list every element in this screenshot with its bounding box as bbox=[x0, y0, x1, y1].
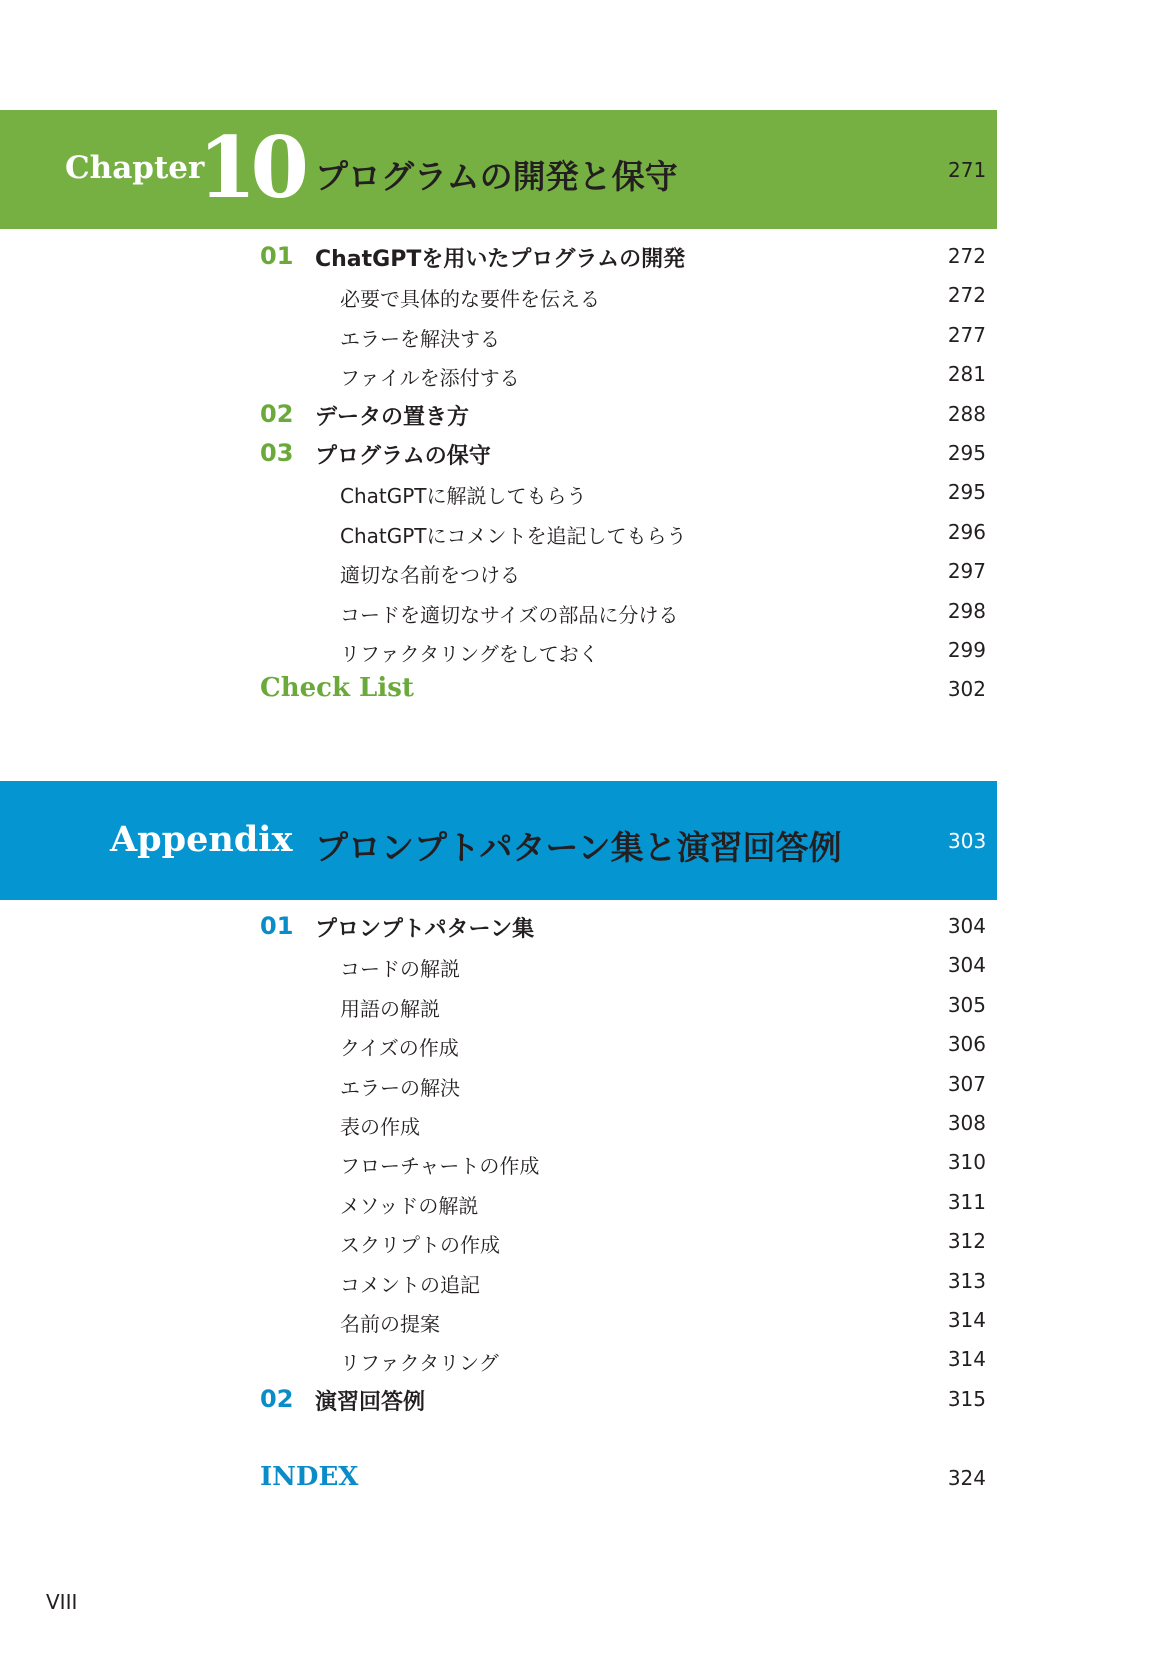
chapter-toc bbox=[0, 236, 990, 709]
toc-entry-section[interactable] bbox=[0, 433, 990, 472]
toc-entry-sub[interactable] bbox=[0, 315, 990, 354]
page-number: 272 bbox=[947, 244, 986, 268]
toc-entry-sub[interactable] bbox=[0, 472, 990, 511]
toc-entry-sub[interactable] bbox=[0, 512, 990, 551]
chapter-label: Chapter bbox=[65, 150, 205, 186]
toc-entry-sub[interactable] bbox=[0, 1182, 990, 1221]
toc-entry-sub[interactable] bbox=[0, 985, 990, 1024]
appendix-page: 303 bbox=[948, 829, 987, 853]
page-number: 277 bbox=[947, 322, 986, 347]
page-number: 306 bbox=[947, 1032, 986, 1057]
appendix-label: Appendix bbox=[110, 819, 293, 860]
appendix-toc bbox=[0, 906, 990, 1418]
subsection-title: ChatGPTに解説してもらう bbox=[340, 484, 587, 509]
toc-entry-sub[interactable] bbox=[0, 945, 990, 984]
toc-entry-section[interactable] bbox=[0, 906, 990, 945]
subsection-title: ChatGPTにコメントを追記してもらう bbox=[340, 523, 687, 548]
page-number: 302 bbox=[947, 677, 986, 702]
page-number: 314 bbox=[947, 1307, 986, 1332]
section-number: 02 bbox=[260, 399, 294, 428]
toc-entry-sub[interactable] bbox=[0, 630, 990, 669]
toc-entry-sub[interactable] bbox=[0, 1103, 990, 1142]
page-number: 304 bbox=[947, 953, 986, 978]
toc-entry-section[interactable] bbox=[0, 394, 990, 433]
page-number: 310 bbox=[947, 1150, 986, 1175]
toc-entry-sub[interactable] bbox=[0, 1024, 990, 1063]
page-number: 311 bbox=[947, 1189, 986, 1214]
page-number: 296 bbox=[947, 519, 986, 544]
appendix-title: プロンプトパターン集と演習回答例 bbox=[315, 828, 842, 867]
subsection-title: 用語の解説 bbox=[340, 996, 440, 1021]
subsection-title: 適切な名前をつける bbox=[340, 563, 520, 588]
page-folio: VIII bbox=[46, 1590, 78, 1614]
index-title: INDEX bbox=[260, 1462, 359, 1492]
toc-entry-sub[interactable] bbox=[0, 1221, 990, 1260]
page-number: 299 bbox=[947, 637, 986, 662]
subsection-title: 表の作成 bbox=[340, 1114, 420, 1139]
subsection-title: リファクタリング bbox=[340, 1351, 499, 1376]
section-title: プロンプトパターン集 bbox=[315, 917, 535, 942]
subsection-title: エラーを解決する bbox=[340, 326, 500, 351]
subsection-title: コードを適切なサイズの部品に分ける bbox=[340, 602, 679, 627]
page-number: 305 bbox=[947, 992, 986, 1017]
section-title: プログラムの保守 bbox=[315, 443, 491, 469]
subsection-title: フローチャートの作成 bbox=[340, 1154, 540, 1179]
page-number: 312 bbox=[947, 1229, 986, 1254]
index-entry[interactable] bbox=[0, 1458, 990, 1497]
chapter-number: 10 bbox=[198, 118, 303, 217]
subsection-title: クイズの作成 bbox=[340, 1036, 459, 1061]
chapter-title: プログラムの開発と保守 bbox=[315, 157, 678, 196]
chapter-page: 271 bbox=[948, 158, 987, 182]
toc-entry-sub[interactable] bbox=[0, 354, 990, 393]
toc-entry-special[interactable] bbox=[0, 669, 990, 708]
toc-entry-sub[interactable] bbox=[0, 551, 990, 590]
subsection-title: ファイルを添付する bbox=[340, 366, 520, 391]
subsection-title: コメントの追記 bbox=[340, 1272, 480, 1297]
subsection-title: メソッドの解説 bbox=[340, 1193, 479, 1218]
page-number: 313 bbox=[947, 1268, 986, 1293]
section-title: ChatGPTを用いたプログラムの開発 bbox=[315, 247, 686, 272]
subsection-title: 名前の提案 bbox=[340, 1311, 440, 1336]
toc-entry-sub[interactable] bbox=[0, 1064, 990, 1103]
page-number: 288 bbox=[947, 401, 986, 426]
section-title: 演習回答例 bbox=[315, 1389, 426, 1415]
section-number: 02 bbox=[260, 1384, 294, 1413]
page-number: 304 bbox=[947, 914, 986, 938]
check-list-title: Check List bbox=[260, 673, 414, 704]
toc-entry-section[interactable] bbox=[0, 1379, 990, 1418]
subsection-title: コードの解説 bbox=[340, 957, 460, 982]
subsection-title: 必要で具体的な要件を伝える bbox=[340, 287, 600, 312]
page-number: 315 bbox=[947, 1386, 986, 1411]
toc-entry-section[interactable] bbox=[0, 236, 990, 275]
subsection-title: エラーの解決 bbox=[340, 1075, 460, 1100]
index-page: 324 bbox=[947, 1466, 986, 1490]
toc-entry-sub[interactable] bbox=[0, 1142, 990, 1181]
toc-entry-sub[interactable] bbox=[0, 1261, 990, 1300]
subsection-title: リファクタリングをしておく bbox=[340, 641, 599, 666]
page-number: 298 bbox=[947, 598, 986, 623]
toc-entry-sub[interactable] bbox=[0, 591, 990, 630]
section-number: 01 bbox=[260, 912, 294, 940]
toc-entry-sub[interactable] bbox=[0, 275, 990, 314]
page-number: 307 bbox=[947, 1071, 986, 1096]
page-number: 295 bbox=[947, 480, 986, 505]
toc-entry-sub[interactable] bbox=[0, 1339, 990, 1378]
page-number: 308 bbox=[947, 1110, 986, 1135]
section-number: 03 bbox=[260, 438, 294, 467]
page-number: 281 bbox=[947, 362, 986, 387]
section-title: データの置き方 bbox=[315, 404, 470, 430]
page-number: 297 bbox=[947, 559, 986, 584]
page-number: 314 bbox=[947, 1347, 986, 1372]
section-number: 01 bbox=[260, 242, 294, 270]
subsection-title: スクリプトの作成 bbox=[340, 1233, 500, 1258]
toc-entry-sub[interactable] bbox=[0, 1300, 990, 1339]
page-number: 272 bbox=[947, 283, 986, 308]
page-number: 295 bbox=[947, 440, 986, 465]
